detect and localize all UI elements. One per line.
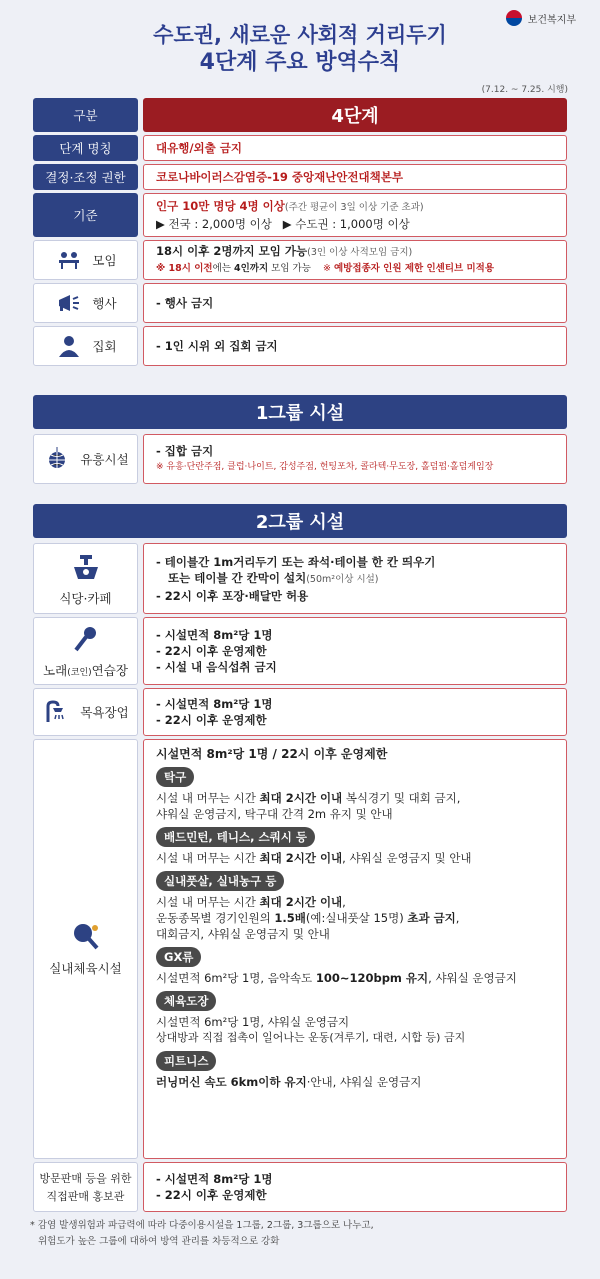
tag-badminton: 배드민턴, 테니스, 스쿼시 등 [156,827,315,847]
group1-title: 1그룹 시설 [33,395,567,429]
ping-pong-paddle-icon [70,921,102,956]
label-restaurant: 식당·카페 [33,543,138,614]
faucet-icon [70,551,102,586]
footnote: * 감염 발생위험과 파급력에 따라 다중이용시설을 1그룹, 2그룹, 3그룹으로 나누고, 위험도가 높은 그룹에 대하여 방역 관리를 차등적으로 강화 [30,1220,374,1247]
value-entertainment: - 집합 금지 ※ 유흥·단란주점, 클럽·나이트, 감성주점, 헌팅포차, 콜라텍·무도장, 홀덤펍·홀덤게임장 [143,434,567,484]
title-line-1: 수도권, 새로운 사회적 거리두기 [153,23,447,47]
tag-gx: GX류 [156,947,201,967]
tag-tabletennis: 탁구 [156,767,194,787]
period-text: (7.12. ~ 7.25. 시행) [481,85,568,95]
value-sales: - 시설면적 8m²당 1명 - 22시 이후 운영제한 [143,1162,567,1212]
group2-title: 2그룹 시설 [33,504,567,538]
level-header: 4단계 [143,98,567,132]
tag-futsal: 실내풋살, 실내농구 등 [156,871,284,891]
label-sales: 방문판매 등을 위한 직접판매 홍보관 [33,1162,138,1212]
label-bath: 목욕장업 [33,688,138,736]
value-event: - 행사 금지 [143,283,567,323]
value-assembly: - 1인 시위 외 집회 금지 [143,326,567,366]
value-criteria: 인구 10만 명당 4명 이상(주간 평균이 3일 이상 기준 초과) ▶ 전국 : 2,000명 이상 ▶ 수도권 : 1,000명 이상 [143,193,567,237]
label-event: 행사 [33,283,138,323]
value-restaurant: - 테이블간 1m거리두기 또는 좌석·테이블 한 칸 띄우기 또는 테이블 간 칸막이 설치(50m²이상 시설) - 22시 이후 포장·배달만 허용 [143,543,567,614]
value-stage-name: 대유행/외출 금지 [143,135,567,161]
overview-table [33,98,567,366]
label-gathering: 모임 [33,240,138,280]
label-entertainment: 유흥시설 [33,434,138,484]
value-karaoke: - 시설면적 8m²당 1명 - 22시 이후 운영제한 - 시설 내 음식섭취 금지 [143,617,567,685]
meeting-icon [54,247,84,273]
value-gathering: 18시 이후 2명까지 모임 가능(3인 이상 사적모임 금지) ※ 18시 이전에는 4인까지 모임 가능 ※ 예방접종자 인원 제한 인센티브 미적용 [143,240,567,280]
group1-section [33,395,567,484]
page-title [0,22,600,77]
value-bath: - 시설면적 8m²당 1명 - 22시 이후 운영제한 [143,688,567,736]
label-sports: 실내체육시설 [33,739,138,1159]
col-label: 구분 [33,98,138,132]
label-criteria: 기준 [33,193,138,237]
ministry-name: 보건복지부 [527,14,576,26]
label-authority: 결정·조정 권한 [33,164,138,190]
value-sports: 시설면적 8m²당 1명 / 22시 이후 운영제한 탁구 시설 내 머무는 시간 최대 2시간 이내 복식경기 및 대회 금지, 샤워실 운영금지, 탁구대 간격 2m 유지 및 안내 배드민턴, 테니스, 스쿼시 등 시설 내 머무는 시간 최대 2시간 이내, 샤워실 운영금지 및 안내 실내풋살, 실내농구 등 시설 내 머무는 시간 최대 2시간 이내, 운동종목별 경기인원의 1.5배(예:실내풋살 15명) 초과 금지, 대회금지, 샤워실 운영금지 및 안내 GX류 시설면적 6m²당 1명, 음악속도 100~120bpm 유지, 샤워실 운영금지 체육도장 시설면적 6m²당 1명, 샤워실 운영금지 상대방과 직접 접촉이 일어나는 운동(겨루기, 대련, 시합 등) 금지 피트니스 러닝머신 속도 6km이하 유지·안내, 샤워실 운영금지 [143,739,567,1159]
microphone-icon [70,623,102,658]
tag-dojo: 체육도장 [156,991,216,1011]
shower-icon [42,699,72,725]
megaphone-icon [54,290,84,316]
title-line-2: 4단계 주요 방역수칙 [199,50,401,75]
disco-ball-icon [42,446,72,472]
label-stage-name: 단계 명칭 [33,135,138,161]
group2-section [33,504,567,1212]
value-authority: 코로나바이러스감염증-19 중앙재난안전대책본부 [143,164,567,190]
label-assembly: 집회 [33,326,138,366]
label-karaoke: 노래(코인)연습장 [33,617,138,685]
tag-fitness: 피트니스 [156,1051,216,1071]
person-icon [54,333,84,359]
